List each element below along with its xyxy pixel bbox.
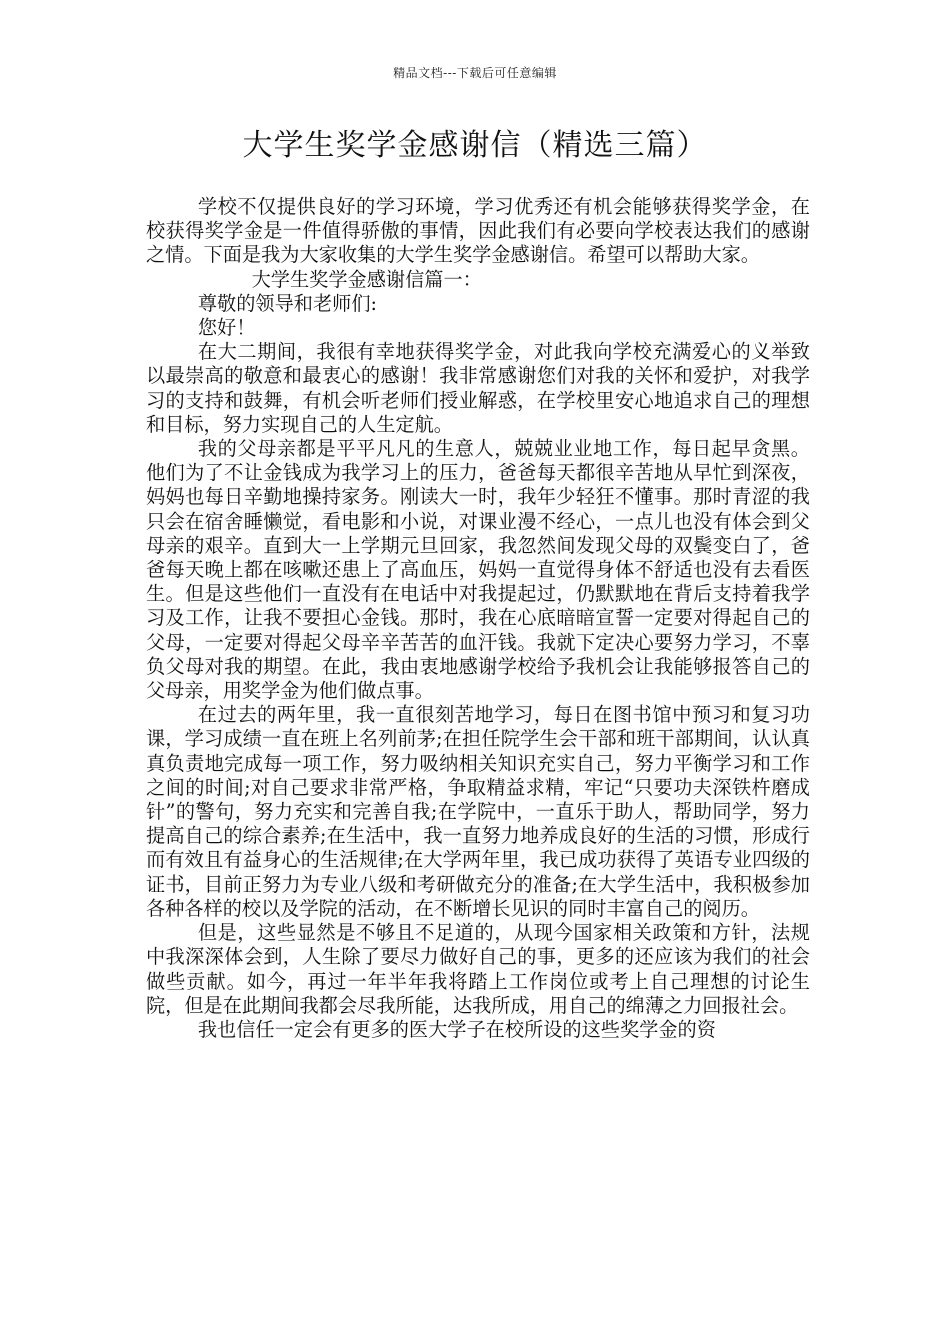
body-paragraph: 我的父母亲都是平平凡凡的生意人，兢兢业业地工作，每日起早贪黑。他们为了不让金钱成为我学习上的压力，爸爸每天都很辛苦地从早忙到深夜，妈妈也每日辛勤地操持家务。刚读大一时，我年少轻狂不懂事。那时青涩的我只会在宿舍睡懒觉，看电影和小说，对课业漫不经心，一点儿也没有体会到父母亲的艰辛。直到大一上学期元旦回家，我忽然间发现父母的双鬓变白了，爸爸每天晚上都在咳嗽还患上了高血压，妈妈一直觉得身体不舒适也没有去看医生。但是这些他们一直没有在电话中对我提起过，仍默默地在背后支持着我学习及工作，让我不要担心金钱。那时，我在心底暗暗宣誓一定要对得起自己的父母，一定要对得起父母辛辛苦苦的血汗钱。我就下定决心要努力学习，不辜负父母对我的期望。在此，我由衷地感谢学校给予我机会让我能够报答自己的父母亲，用奖学金为他们做点事。 [146,437,810,703]
document-title: 大学生奖学金感谢信（精选三篇） [242,128,708,163]
document-body [146,195,810,1042]
body-paragraph: 我也信任一定会有更多的医大学子在校所设的这些奖学金的资 [197,1017,716,1041]
body-paragraph: 在过去的两年里，我一直很刻苦地学习，每日在图书馆中预习和复习功课，学习成绩一直在班上名列前茅;在担任院学生会干部和班干部期间，认认真真负责地完成每一项工作，努力吸纳相关知识充实自己，努力平衡学习和工作之间的时间;对自己要求非常严格，争取精益求精，牢记“只要功夫深铁杵磨成针”的警句，努力充实和完善自我;在学院中，一直乐于助人，帮助同学，努力提高自己的综合素养;在生活中，我一直努力地养成良好的生活的习惯，形成行而有效且有益身心的生活规律;在大学两年里，我已成功获得了英语专业四级的证书，目前正努力为专业八级和考研做充分的准备;在大学生活中，我积极参加各种各样的校以及学院的活动，在不断增长见识的同时丰富自己的阅历。 [146,703,810,920]
body-paragraph: 在大二期间，我很有幸地获得奖学金，对此我向学校充满爱心的义举致以最崇高的敬意和最衷心的感谢！我非常感谢您们对我的关怀和爱护，对我学习的支持和鼓舞，有机会听老师们授业解惑，在学校里安心地追求自己的理想和目标，努力实现自己的人生定航。 [146,340,810,436]
intro-paragraph: 学校不仅提供良好的学习环境，学习优秀还有机会能够获得奖学金，在校获得奖学金是一件值得骄傲的事情，因此我们有必要向学校表达我们的感谢之情。下面是我为大家收集的大学生奖学金感谢信。希望可以帮助大家。 [146,195,810,267]
salutation: 尊敬的领导和老师们: [197,291,377,315]
section-heading: 大学生奖学金感谢信篇一： [251,267,482,291]
greeting: 您好！ [197,316,256,340]
body-paragraph: 但是，这些显然是不够且不足道的，从现今国家相关政策和方针，法规中我深深体会到，人生除了要尽力做好自己的事，更多的还应该为我们的社会做些贡献。如今，再过一年半年我将踏上工作岗位或考上自己理想的讨论生院，但是在此期间我都会尽我所能，达我所成，用自己的绵薄之力回报社会。 [146,921,810,1017]
page-header: 精品文档---下载后可任意编辑 [393,66,557,80]
